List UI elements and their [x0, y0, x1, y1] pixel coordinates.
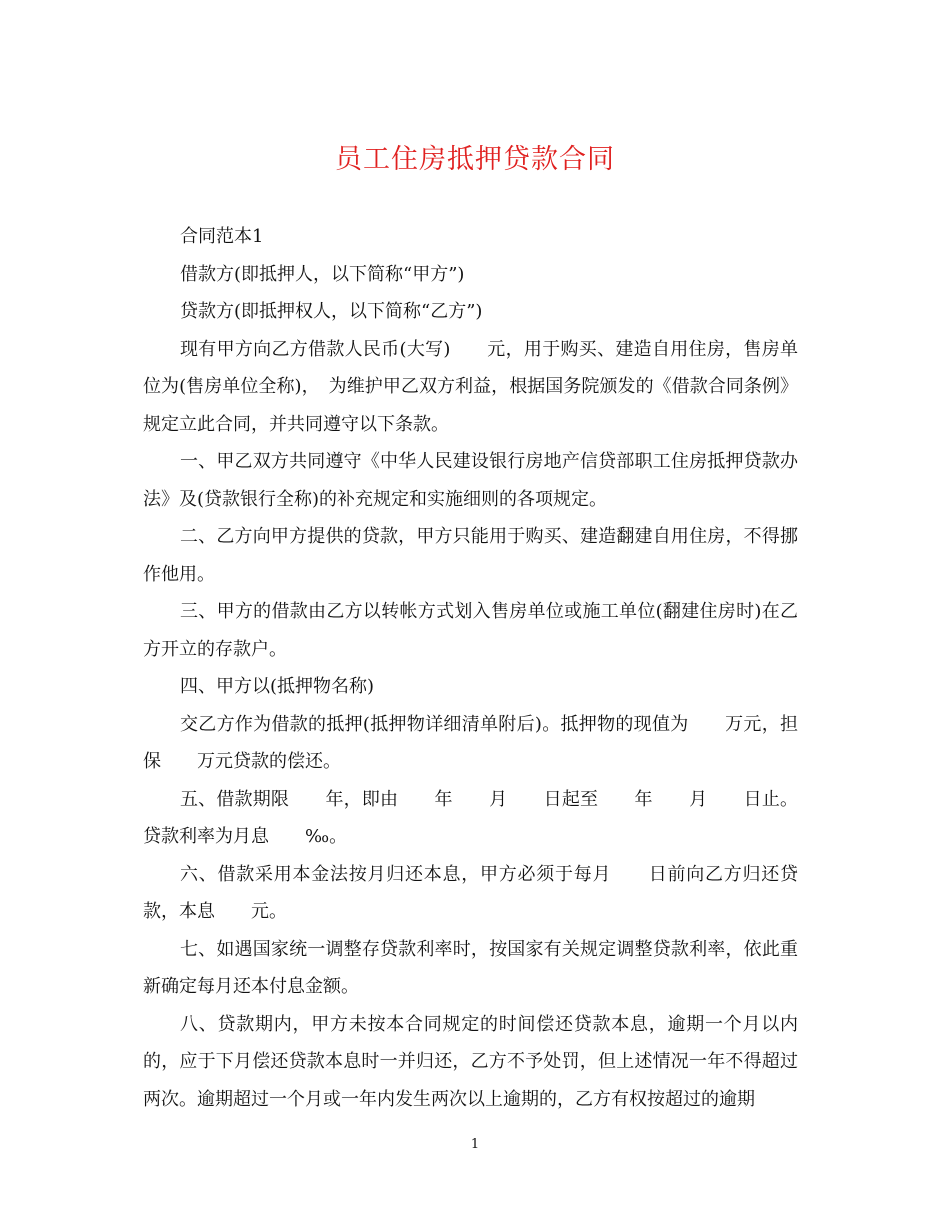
- document-title: 员工住房抵押贷款合同: [335, 144, 615, 175]
- paragraph-clause-3: 三、甲方的借款由乙方以转帐方式划入售房单位或施工单位(翻建住房时)在乙方开立的存款户。: [143, 601, 798, 660]
- paragraph-clause-8: 八、贷款期内，甲方未按本合同规定的时间偿还贷款本息，逾期一个月以内的，应于下月偿还贷款本息时一并归还，乙方不予处罚，但上述情况一年不得超过两次。逾期超过一个月或一年内发生两次以上逾期的，乙方有权按超过的逾期: [143, 1013, 798, 1110]
- paragraph-clause-4: 四、甲方以(抵押物名称): [180, 676, 375, 697]
- paragraph-lender: 贷款方(即抵押权人，以下简称“乙方”): [180, 301, 483, 322]
- document-body: [143, 218, 798, 1118]
- paragraph-clause-1: 一、甲乙双方共同遵守《中华人民建设银行房地产信贷部职工住房抵押贷款办法》及(贷款银行全称)的补充规定和实施细则的各项规定。: [143, 451, 798, 510]
- paragraph-borrower: 借款方(即抵押人，以下简称“甲方”): [180, 263, 465, 285]
- paragraph-clause-2: 二、乙方向甲方提供的贷款，甲方只能用于购买、建造翻建自用住房，不得挪作他用。: [143, 526, 798, 585]
- paragraph-template-name: 合同范本1: [180, 226, 264, 247]
- paragraph-clause-4-cont: 交乙方作为借款的抵押(抵押物详细清单附后)。抵押物的现值为 万元，担保 万元贷款的偿还。: [143, 713, 798, 772]
- paragraph-clause-7: 七、如遇国家统一调整存贷款利率时，按国家有关规定调整贷款利率，依此重新确定每月还本付息金额。: [143, 938, 798, 997]
- paragraph-clause-6: 六、借款采用本金法按月归还本息，甲方必须于每月 日前向乙方归还贷款，本息 元。: [143, 863, 798, 922]
- page-number: 1: [470, 1137, 480, 1152]
- paragraph-clause-5: 五、借款期限 年，即由 年 月 日起至 年 月 日止。贷款利率为月息 ‰。: [143, 788, 798, 847]
- paragraph-preamble: 现有甲方向乙方借款人民币(大写) 元，用于购买、建造自用住房，售房单位为(售房单位全称)， 为维护甲乙双方利益，根据国务院颁发的《借款合同条例》规定立此合同，并共同遵守以下条款。: [143, 338, 798, 435]
